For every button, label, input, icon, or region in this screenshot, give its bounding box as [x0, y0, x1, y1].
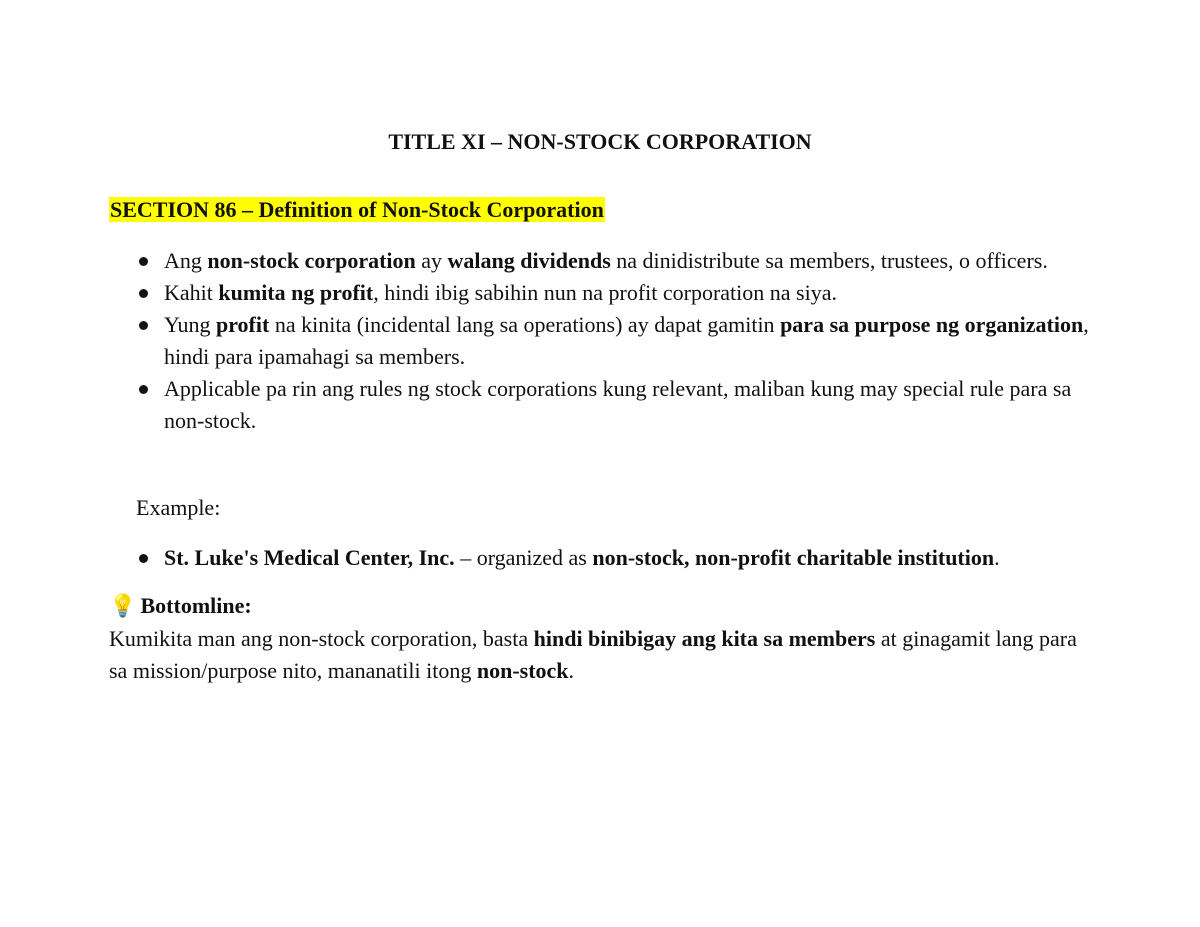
- bold-text: kumita ng profit: [218, 280, 374, 305]
- bullet-dot-icon: [139, 385, 148, 394]
- bullet-dot-icon: [139, 554, 148, 563]
- bullet-dot-icon: [139, 257, 148, 266]
- lightbulb-icon: 💡: [109, 593, 137, 618]
- bullet-text: na dinidistribute sa members, trustees, o officers.: [610, 248, 1048, 273]
- bullet-text: , hindi ibig sabihin nun na profit corporation na siya.: [373, 280, 837, 305]
- bullet-text: Kahit: [164, 280, 219, 305]
- highlighted-section-title: SECTION 86 – Definition of Non-Stock Corporation: [110, 197, 604, 222]
- paragraph-text: .: [568, 658, 575, 683]
- bold-text: profit: [215, 312, 270, 337]
- paragraph-text: at ginagamit lang para sa mission/purpose nito, mananatili itong: [109, 626, 1077, 683]
- bullet-dot-icon: [139, 321, 148, 330]
- bold-text: walang dividends: [447, 248, 611, 273]
- bullet-text: na kinita (incidental lang sa operations) ay dapat gamitin: [269, 312, 781, 337]
- bullet-text: Applicable pa rin ang rules ng stock corporations kung relevant, maliban kung may special rule para sa non-stock.: [164, 376, 1072, 433]
- bullet-text: Yung: [164, 312, 216, 337]
- list-item: [136, 309, 1096, 373]
- bottomline-label: Bottomline:: [140, 593, 252, 618]
- bold-text: non-stock: [476, 658, 569, 683]
- page-title: TITLE XI – NON-STOCK CORPORATION: [388, 129, 812, 154]
- list-item: [136, 542, 1096, 574]
- bold-text: St. Luke's Medical Center, Inc.: [164, 545, 455, 570]
- section-heading: [109, 196, 605, 224]
- bold-text: non-stock, non-profit charitable institution: [592, 545, 995, 570]
- list-item: [136, 373, 1096, 437]
- bullet-text: – organized as: [454, 545, 593, 570]
- bullet-text: Ang: [164, 248, 208, 273]
- list-item: [136, 277, 1096, 309]
- list-item: [136, 245, 1096, 277]
- example-bullet-list: [136, 542, 1096, 574]
- example-label: Example:: [136, 495, 221, 520]
- bottomline-heading: [109, 590, 252, 622]
- bottomline-paragraph: [109, 623, 1099, 687]
- bullet-text: ay: [415, 248, 448, 273]
- bold-text: non-stock corporation: [207, 248, 416, 273]
- bold-text: para sa purpose ng organization: [780, 312, 1084, 337]
- bullet-text: .: [994, 545, 1000, 570]
- bullet-dot-icon: [139, 289, 148, 298]
- bullet-text: , hindi para ipamahagi sa members.: [164, 312, 1089, 369]
- definition-bullet-list: [136, 245, 1096, 437]
- paragraph-text: Kumikita man ang non-stock corporation, basta: [109, 626, 534, 651]
- bold-text: hindi binibigay ang kita sa members: [533, 626, 876, 651]
